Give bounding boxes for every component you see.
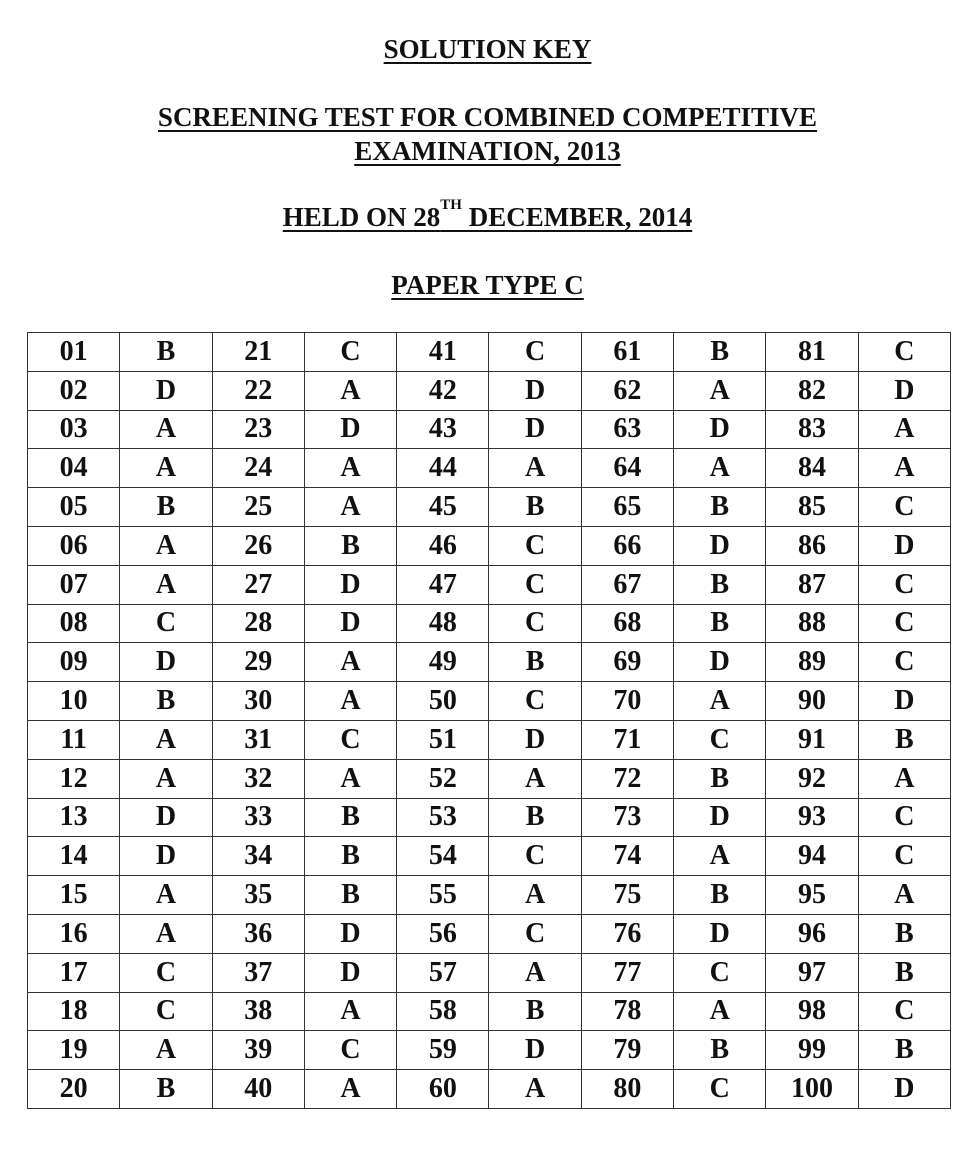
answer-cell: A (120, 565, 212, 604)
question-number-cell: 21 (212, 333, 304, 372)
question-number-cell: 69 (581, 643, 673, 682)
answer-cell: B (674, 876, 766, 915)
question-number-cell: 36 (212, 914, 304, 953)
table-row (28, 333, 951, 372)
question-number-cell: 40 (212, 1070, 304, 1109)
answer-cell: C (858, 798, 950, 837)
answer-cell: A (489, 953, 581, 992)
answer-cell: C (674, 720, 766, 759)
answer-cell: C (858, 837, 950, 876)
question-number-cell: 68 (581, 604, 673, 643)
question-number-cell: 73 (581, 798, 673, 837)
question-number-cell: 84 (766, 449, 858, 488)
question-number-cell: 74 (581, 837, 673, 876)
answer-cell: D (120, 643, 212, 682)
held-date-text (282, 197, 693, 232)
answer-cell: D (674, 526, 766, 565)
question-number-cell: 17 (28, 953, 120, 992)
question-number-cell: 96 (766, 914, 858, 953)
question-number-cell: 67 (581, 565, 673, 604)
answer-cell: B (489, 798, 581, 837)
answer-cell: C (858, 643, 950, 682)
answer-cell: A (304, 759, 396, 798)
table-row (28, 798, 951, 837)
answer-cell: A (304, 488, 396, 527)
question-number-cell: 22 (212, 371, 304, 410)
answer-cell: A (304, 643, 396, 682)
answer-cell: D (858, 526, 950, 565)
answer-cell: C (858, 333, 950, 372)
answer-cell: D (858, 682, 950, 721)
question-number-cell: 20 (28, 1070, 120, 1109)
answer-cell: A (858, 759, 950, 798)
answer-cell: C (489, 682, 581, 721)
question-number-cell: 48 (397, 604, 489, 643)
question-number-cell: 86 (766, 526, 858, 565)
question-number-cell: 41 (397, 333, 489, 372)
table-row (28, 526, 951, 565)
answer-cell: D (674, 914, 766, 953)
answer-cell: A (489, 449, 581, 488)
answer-cell: D (304, 914, 396, 953)
answer-cell: B (674, 1031, 766, 1070)
question-number-cell: 54 (397, 837, 489, 876)
question-number-cell: 04 (28, 449, 120, 488)
answer-cell: A (674, 682, 766, 721)
answer-cell: A (489, 759, 581, 798)
question-number-cell: 45 (397, 488, 489, 527)
question-number-cell: 65 (581, 488, 673, 527)
answer-cell: A (674, 449, 766, 488)
question-number-cell: 60 (397, 1070, 489, 1109)
table-row (28, 410, 951, 449)
question-number-cell: 85 (766, 488, 858, 527)
question-number-cell: 47 (397, 565, 489, 604)
answer-cell: D (304, 565, 396, 604)
answer-cell: B (674, 604, 766, 643)
question-number-cell: 56 (397, 914, 489, 953)
answer-cell: B (489, 992, 581, 1031)
question-number-cell: 46 (397, 526, 489, 565)
question-number-cell: 33 (212, 798, 304, 837)
table-row (28, 1070, 951, 1109)
question-number-cell: 26 (212, 526, 304, 565)
question-number-cell: 16 (28, 914, 120, 953)
question-number-cell: 27 (212, 565, 304, 604)
table-row (28, 837, 951, 876)
question-number-cell: 13 (28, 798, 120, 837)
question-number-cell: 95 (766, 876, 858, 915)
answer-cell: B (674, 333, 766, 372)
answer-cell: C (489, 565, 581, 604)
answer-cell: B (120, 682, 212, 721)
answer-cell: C (674, 953, 766, 992)
question-number-cell: 93 (766, 798, 858, 837)
question-number-cell: 72 (581, 759, 673, 798)
question-number-cell: 58 (397, 992, 489, 1031)
answer-cell: A (304, 1070, 396, 1109)
question-number-cell: 64 (581, 449, 673, 488)
question-number-cell: 01 (28, 333, 120, 372)
question-number-cell: 07 (28, 565, 120, 604)
exam-name-text-2: EXAMINATION, 2013 (354, 136, 621, 166)
answer-cell: B (674, 488, 766, 527)
answer-cell: C (858, 604, 950, 643)
answer-cell: C (858, 992, 950, 1031)
held-ordinal-suffix: TH (440, 197, 462, 213)
question-number-cell: 34 (212, 837, 304, 876)
answer-cell: A (304, 371, 396, 410)
table-row (28, 1031, 951, 1070)
question-number-cell: 12 (28, 759, 120, 798)
question-number-cell: 43 (397, 410, 489, 449)
answer-cell: D (304, 604, 396, 643)
answer-cell: A (674, 992, 766, 1031)
answer-cell: C (120, 953, 212, 992)
question-number-cell: 29 (212, 643, 304, 682)
answer-cell: B (858, 720, 950, 759)
question-number-cell: 14 (28, 837, 120, 876)
answer-cell: A (304, 992, 396, 1031)
answer-cell: D (304, 410, 396, 449)
answer-cell: D (489, 371, 581, 410)
question-number-cell: 42 (397, 371, 489, 410)
answer-cell: C (304, 333, 396, 372)
question-number-cell: 02 (28, 371, 120, 410)
answer-cell: C (489, 333, 581, 372)
question-number-cell: 49 (397, 643, 489, 682)
held-prefix: HELD ON 28 (282, 202, 441, 232)
question-number-cell: 91 (766, 720, 858, 759)
question-number-cell: 63 (581, 410, 673, 449)
table-row (28, 720, 951, 759)
question-number-cell: 79 (581, 1031, 673, 1070)
question-number-cell: 18 (28, 992, 120, 1031)
held-suffix: DECEMBER, 2014 (461, 202, 693, 232)
answer-cell: D (674, 798, 766, 837)
question-number-cell: 51 (397, 720, 489, 759)
table-row (28, 604, 951, 643)
table-row (28, 759, 951, 798)
question-number-cell: 03 (28, 410, 120, 449)
question-number-cell: 39 (212, 1031, 304, 1070)
question-number-cell: 59 (397, 1031, 489, 1070)
answer-cell: A (120, 876, 212, 915)
question-number-cell: 61 (581, 333, 673, 372)
question-number-cell: 99 (766, 1031, 858, 1070)
answer-cell: A (120, 526, 212, 565)
table-row (28, 371, 951, 410)
table-row (28, 914, 951, 953)
answer-cell: C (304, 1031, 396, 1070)
question-number-cell: 38 (212, 992, 304, 1031)
answer-cell: D (304, 953, 396, 992)
table-row (28, 565, 951, 604)
question-number-cell: 06 (28, 526, 120, 565)
answer-cell: B (120, 488, 212, 527)
question-number-cell: 89 (766, 643, 858, 682)
answer-cell: B (304, 876, 396, 915)
question-number-cell: 100 (766, 1070, 858, 1109)
exam-name-line-2 (0, 138, 975, 165)
answer-cell: C (489, 526, 581, 565)
question-number-cell: 98 (766, 992, 858, 1031)
question-number-cell: 53 (397, 798, 489, 837)
question-number-cell: 81 (766, 333, 858, 372)
answer-cell: A (674, 837, 766, 876)
question-number-cell: 35 (212, 876, 304, 915)
answer-cell: B (674, 759, 766, 798)
question-number-cell: 88 (766, 604, 858, 643)
question-number-cell: 75 (581, 876, 673, 915)
answer-cell: D (120, 837, 212, 876)
answer-cell: D (120, 371, 212, 410)
exam-name-line-1 (0, 104, 975, 131)
question-number-cell: 90 (766, 682, 858, 721)
question-number-cell: 25 (212, 488, 304, 527)
answer-cell: D (858, 371, 950, 410)
answer-cell: A (304, 682, 396, 721)
question-number-cell: 71 (581, 720, 673, 759)
question-number-cell: 70 (581, 682, 673, 721)
table-row (28, 643, 951, 682)
question-number-cell: 57 (397, 953, 489, 992)
question-number-cell: 19 (28, 1031, 120, 1070)
answer-cell: B (304, 837, 396, 876)
question-number-cell: 32 (212, 759, 304, 798)
answer-cell: B (674, 565, 766, 604)
answer-cell: D (489, 410, 581, 449)
question-number-cell: 80 (581, 1070, 673, 1109)
answer-key-body (28, 333, 951, 1109)
answer-cell: A (120, 1031, 212, 1070)
answer-cell: D (120, 798, 212, 837)
question-number-cell: 30 (212, 682, 304, 721)
answer-cell: A (120, 410, 212, 449)
solution-key-title: SOLUTION KEY (383, 34, 592, 64)
question-number-cell: 50 (397, 682, 489, 721)
answer-cell: B (858, 1031, 950, 1070)
answer-cell: A (489, 876, 581, 915)
question-number-cell: 05 (28, 488, 120, 527)
table-row (28, 488, 951, 527)
answer-cell: A (858, 449, 950, 488)
answer-cell: A (120, 914, 212, 953)
held-date-heading (0, 197, 975, 232)
question-number-cell: 37 (212, 953, 304, 992)
question-number-cell: 52 (397, 759, 489, 798)
table-row (28, 992, 951, 1031)
answer-cell: C (120, 604, 212, 643)
answer-cell: C (120, 992, 212, 1031)
answer-cell: C (489, 604, 581, 643)
answer-cell: B (858, 914, 950, 953)
answer-cell: C (304, 720, 396, 759)
table-row (28, 682, 951, 721)
answer-cell: A (304, 449, 396, 488)
answer-cell: B (120, 333, 212, 372)
answer-cell: B (489, 488, 581, 527)
question-number-cell: 31 (212, 720, 304, 759)
answer-cell: B (304, 526, 396, 565)
answer-cell: A (120, 759, 212, 798)
answer-cell: A (120, 720, 212, 759)
question-number-cell: 82 (766, 371, 858, 410)
question-number-cell: 92 (766, 759, 858, 798)
answer-cell: D (489, 720, 581, 759)
answer-cell: C (489, 914, 581, 953)
answer-cell: A (120, 449, 212, 488)
answer-cell: A (489, 1070, 581, 1109)
question-number-cell: 44 (397, 449, 489, 488)
question-number-cell: 10 (28, 682, 120, 721)
question-number-cell: 55 (397, 876, 489, 915)
question-number-cell: 23 (212, 410, 304, 449)
answer-cell: C (489, 837, 581, 876)
answer-cell: D (674, 410, 766, 449)
answer-cell: C (858, 488, 950, 527)
question-number-cell: 11 (28, 720, 120, 759)
table-row (28, 876, 951, 915)
paper-type-heading (0, 272, 975, 299)
answer-cell: B (120, 1070, 212, 1109)
exam-name-text-1: SCREENING TEST FOR COMBINED COMPETITIVE (157, 102, 818, 132)
question-number-cell: 09 (28, 643, 120, 682)
table-row (28, 953, 951, 992)
answer-cell: B (304, 798, 396, 837)
question-number-cell: 62 (581, 371, 673, 410)
answer-cell: A (674, 371, 766, 410)
question-number-cell: 66 (581, 526, 673, 565)
answer-cell: D (489, 1031, 581, 1070)
question-number-cell: 78 (581, 992, 673, 1031)
question-number-cell: 08 (28, 604, 120, 643)
question-number-cell: 87 (766, 565, 858, 604)
answer-cell: D (858, 1070, 950, 1109)
question-number-cell: 24 (212, 449, 304, 488)
question-number-cell: 15 (28, 876, 120, 915)
question-number-cell: 77 (581, 953, 673, 992)
answer-cell: A (858, 876, 950, 915)
document-title (0, 36, 975, 63)
question-number-cell: 94 (766, 837, 858, 876)
question-number-cell: 83 (766, 410, 858, 449)
answer-cell: C (674, 1070, 766, 1109)
answer-cell: B (489, 643, 581, 682)
answer-key-table (27, 332, 951, 1109)
table-row (28, 449, 951, 488)
answer-cell: C (858, 565, 950, 604)
question-number-cell: 97 (766, 953, 858, 992)
answer-cell: B (858, 953, 950, 992)
question-number-cell: 28 (212, 604, 304, 643)
answer-cell: D (674, 643, 766, 682)
paper-type-text: PAPER TYPE C (391, 270, 584, 300)
answer-cell: A (858, 410, 950, 449)
question-number-cell: 76 (581, 914, 673, 953)
